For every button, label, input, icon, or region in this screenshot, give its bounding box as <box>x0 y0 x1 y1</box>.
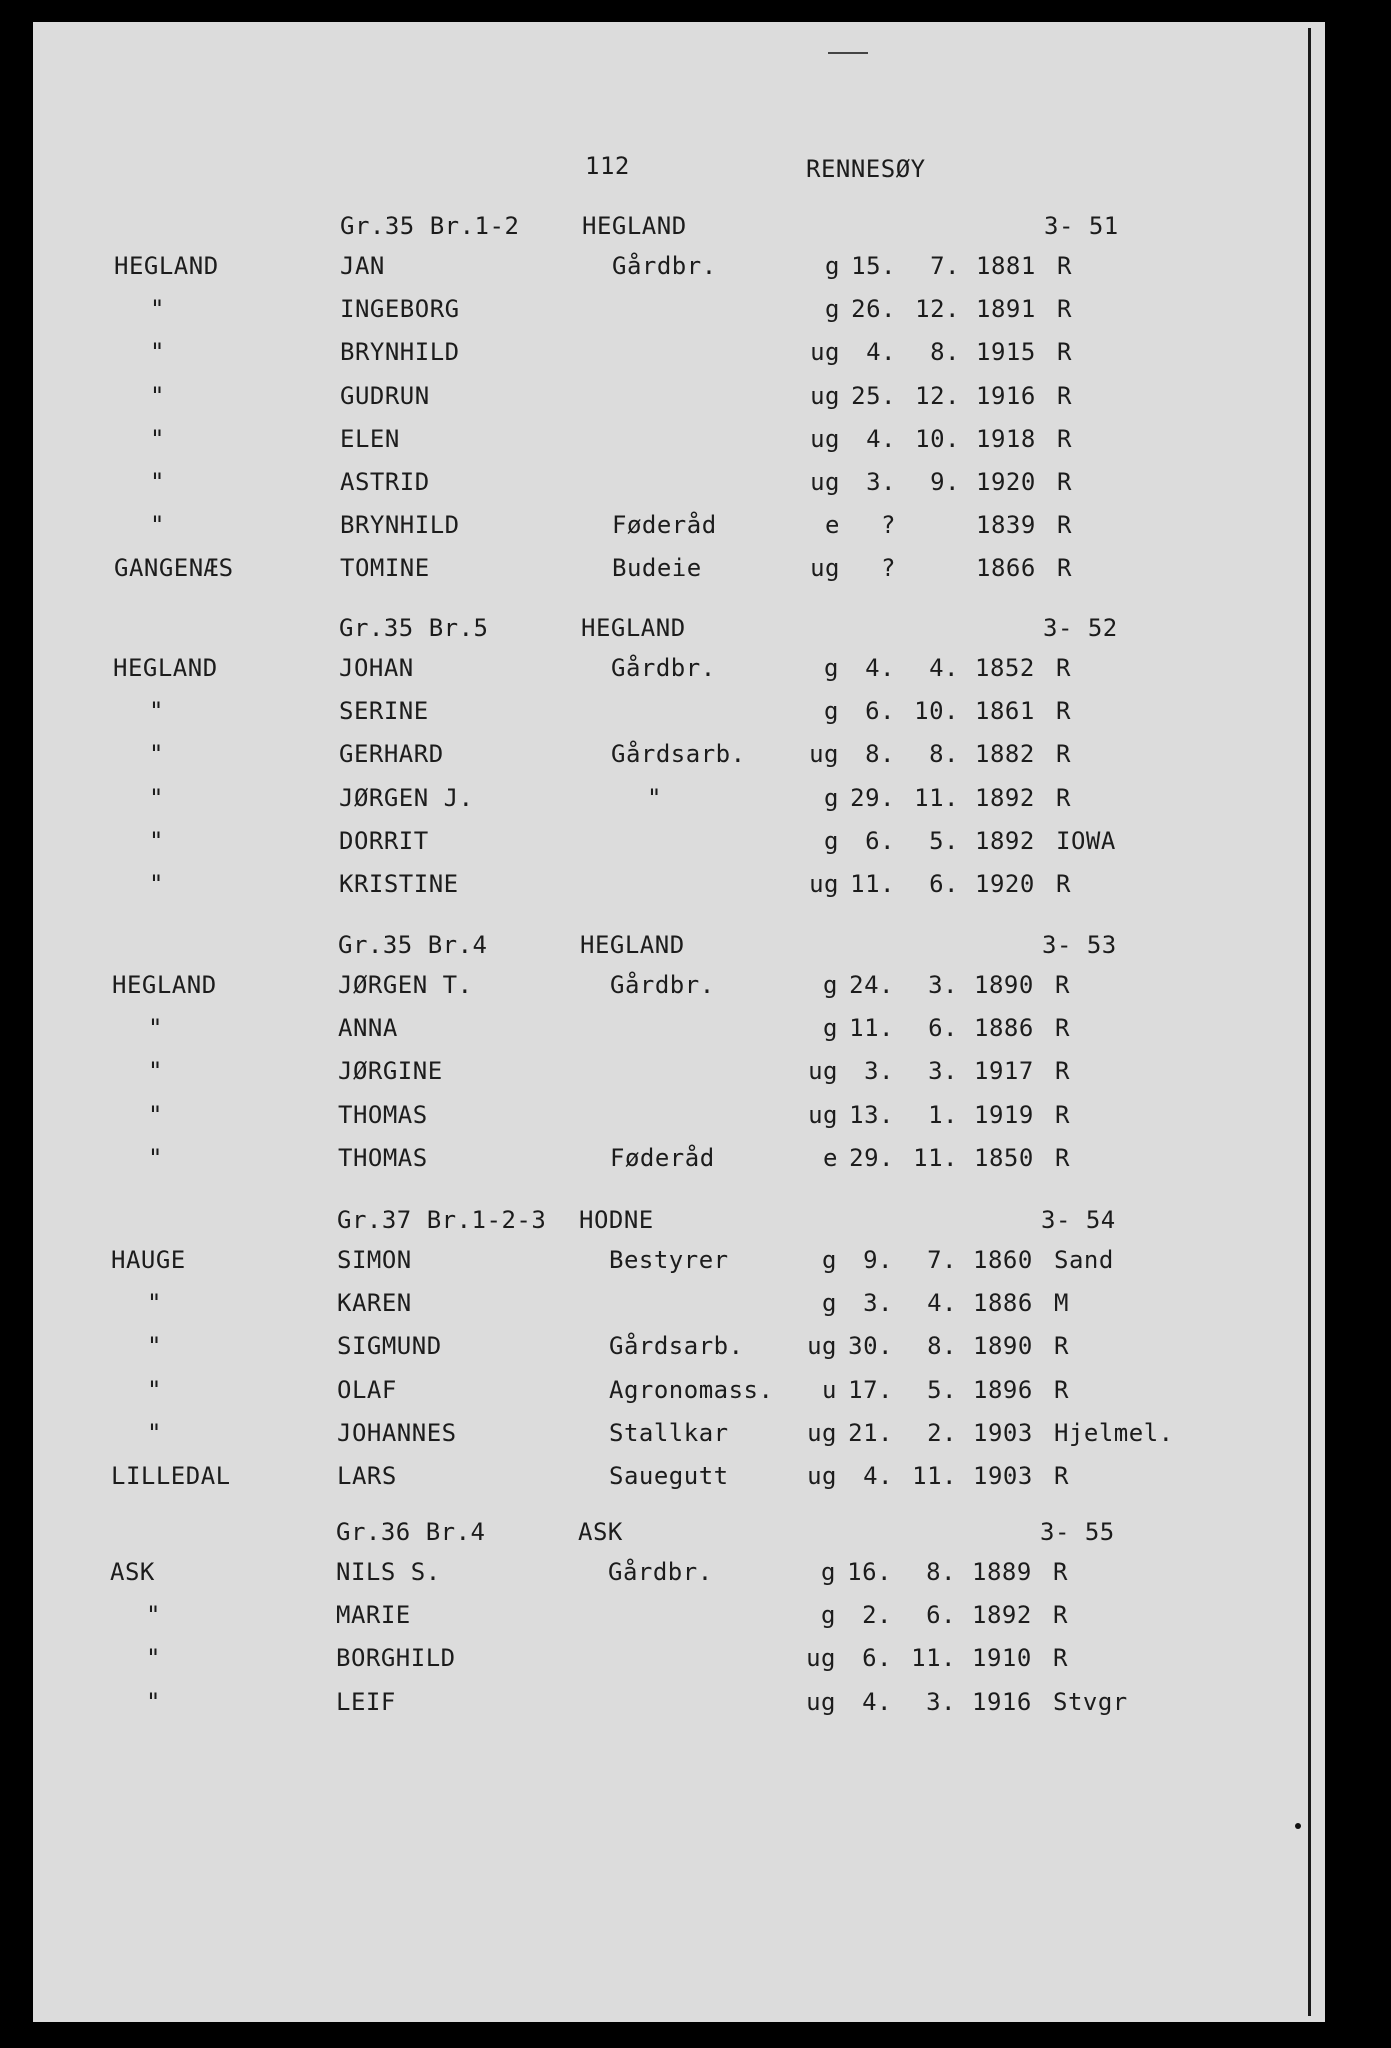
birth-day: 4. <box>866 424 896 453</box>
birth-month: 5. <box>927 1375 957 1404</box>
farm-name: " <box>150 424 165 453</box>
register-row <box>0 654 1299 690</box>
birth-day: 4. <box>865 654 895 682</box>
register-row <box>0 697 1299 733</box>
birth-place: R <box>1057 381 1072 410</box>
section-header <box>0 1206 1297 1242</box>
section-number: 3- 52 <box>1043 614 1118 642</box>
register-row <box>0 971 1298 1007</box>
birth-year: 1852 <box>975 654 1035 682</box>
marital-status: ug <box>806 1687 836 1716</box>
birth-month: 2. <box>927 1418 957 1447</box>
birth-day: 3. <box>863 1289 893 1318</box>
register-row <box>0 1376 1297 1412</box>
section-header <box>0 931 1298 967</box>
birth-year: 1860 <box>973 1246 1033 1274</box>
section-header <box>0 1518 1296 1554</box>
birth-year: 1890 <box>973 1332 1033 1361</box>
marital-status: ug <box>809 870 839 898</box>
birth-month: 5. <box>929 826 959 855</box>
marital-status: ug <box>810 554 840 583</box>
birth-day: 6. <box>862 1644 892 1673</box>
birth-month: 11. <box>913 1143 958 1172</box>
birth-month: 11. <box>911 1644 956 1673</box>
birth-place: R <box>1056 740 1071 769</box>
birth-place: R <box>1055 971 1070 999</box>
occupation: Gårdsarb. <box>609 1332 744 1361</box>
section-header <box>0 614 1299 650</box>
margin-dot-mark <box>1295 1823 1301 1829</box>
marital-status: g <box>822 1246 837 1274</box>
birth-month: 8. <box>930 338 960 367</box>
marital-status: ug <box>810 381 840 410</box>
marital-status: ug <box>807 1332 837 1361</box>
birth-year: 1839 <box>976 511 1036 540</box>
birth-place: R <box>1057 554 1072 583</box>
farm-name: LILLEDAL <box>111 1462 231 1490</box>
farm-name: " <box>150 511 165 540</box>
marital-status: g <box>825 295 840 324</box>
birth-month: 10. <box>915 424 960 453</box>
birth-month: 12. <box>915 381 960 410</box>
section-location: HEGLAND <box>580 931 685 959</box>
farm-name: " <box>149 697 164 726</box>
register-row <box>0 382 1300 418</box>
person-name: THOMAS <box>338 1100 428 1129</box>
section-number: 3- 55 <box>1040 1518 1115 1546</box>
page-edge-line <box>1308 28 1311 2016</box>
marital-status: ug <box>810 468 840 496</box>
register-row <box>0 338 1300 374</box>
farm-name: " <box>149 870 164 898</box>
birth-place: R <box>1057 338 1072 367</box>
register-row <box>0 1462 1297 1498</box>
birth-month: 12. <box>915 295 960 324</box>
birth-day: 17. <box>848 1375 893 1404</box>
marital-status: ug <box>807 1418 837 1447</box>
occupation: Gårdbr. <box>608 1558 713 1586</box>
birth-place: R <box>1055 1057 1070 1086</box>
farm-name: " <box>146 1644 161 1673</box>
person-name: JAN <box>340 252 385 280</box>
birth-year: 1882 <box>975 740 1035 769</box>
birth-place: R <box>1055 1143 1070 1172</box>
register-row <box>0 554 1300 590</box>
person-name: ASTRID <box>340 468 430 496</box>
birth-year: 1892 <box>975 826 1035 855</box>
birth-year: 1850 <box>974 1143 1034 1172</box>
section-location: HEGLAND <box>582 212 687 240</box>
register-row <box>0 740 1299 776</box>
marital-status: g <box>825 252 840 280</box>
section-number: 3- 51 <box>1044 212 1119 240</box>
birth-day: 13. <box>849 1100 894 1129</box>
birth-place: R <box>1055 1014 1070 1043</box>
occupation: Stallkar <box>609 1418 729 1447</box>
birth-place: IOWA <box>1056 826 1116 855</box>
birth-year: 1890 <box>974 971 1034 999</box>
person-name: ELEN <box>340 424 400 453</box>
register-row <box>0 1558 1296 1594</box>
farm-name: " <box>149 826 164 855</box>
section-reference: Gr.37 Br.1-2-3 <box>337 1206 547 1234</box>
farm-name: " <box>147 1332 162 1361</box>
section-number: 3- 54 <box>1041 1206 1116 1234</box>
person-name: JØRGINE <box>338 1057 443 1086</box>
farm-name: " <box>150 338 165 367</box>
marital-status: ug <box>808 1057 838 1086</box>
birth-place: R <box>1056 870 1071 898</box>
section-location: ASK <box>578 1518 623 1546</box>
occupation: Agronomass. <box>609 1375 774 1404</box>
birth-place: R <box>1054 1332 1069 1361</box>
marital-status: g <box>823 971 838 999</box>
birth-day: 30. <box>848 1332 893 1361</box>
section-reference: Gr.36 Br.4 <box>336 1518 486 1546</box>
occupation: Sauegutt <box>609 1462 729 1490</box>
farm-name: " <box>150 381 165 410</box>
occupation: Føderåd <box>612 511 717 540</box>
birth-place: R <box>1057 252 1072 280</box>
section-location: HEGLAND <box>581 614 686 642</box>
register-row <box>0 1144 1298 1180</box>
person-name: KRISTINE <box>339 870 459 898</box>
occupation: Føderåd <box>610 1143 715 1172</box>
farm-name: HEGLAND <box>114 252 219 280</box>
farm-name: " <box>148 1057 163 1086</box>
birth-year: 1918 <box>976 424 1036 453</box>
birth-year: 1916 <box>976 381 1036 410</box>
birth-place: R <box>1053 1601 1068 1630</box>
register-row <box>0 425 1300 461</box>
birth-place: Hjelmel. <box>1054 1418 1174 1447</box>
birth-month: 9. <box>930 468 960 496</box>
occupation: Budeie <box>612 554 702 583</box>
farm-name: " <box>150 468 165 496</box>
birth-place: R <box>1054 1375 1069 1404</box>
birth-month: 3. <box>928 1057 958 1086</box>
farm-name: HEGLAND <box>112 971 217 999</box>
person-name: LEIF <box>336 1687 396 1716</box>
birth-day: 4. <box>863 1462 893 1490</box>
register-row <box>0 1601 1296 1637</box>
birth-day: 11. <box>850 870 895 898</box>
marital-status: ug <box>810 424 840 453</box>
register-row <box>0 784 1299 820</box>
birth-year: 1866 <box>976 554 1036 583</box>
birth-day: 9. <box>863 1246 893 1274</box>
birth-year: 1891 <box>976 295 1036 324</box>
marital-status: g <box>824 654 839 682</box>
marital-status: g <box>824 826 839 855</box>
person-name: SIMON <box>337 1246 412 1274</box>
person-name: SIGMUND <box>337 1332 442 1361</box>
person-name: JOHAN <box>339 654 414 682</box>
occupation: Gårdbr. <box>611 654 716 682</box>
occupation: Bestyrer <box>609 1246 729 1274</box>
register-row <box>0 1688 1296 1724</box>
birth-month: 3. <box>928 971 958 999</box>
birth-place: Stvgr <box>1053 1687 1128 1716</box>
farm-name: " <box>149 740 164 769</box>
page-number: 112 <box>585 152 630 180</box>
person-name: BORGHILD <box>336 1644 456 1673</box>
birth-year: 1920 <box>975 870 1035 898</box>
birth-year: 1886 <box>973 1289 1033 1318</box>
register-row <box>0 827 1299 863</box>
birth-place: R <box>1053 1644 1068 1673</box>
farm-name: " <box>150 295 165 324</box>
occupation: Gårdbr. <box>610 971 715 999</box>
birth-place: M <box>1054 1289 1069 1318</box>
birth-day: 11. <box>849 1014 894 1043</box>
marital-status: g <box>824 783 839 812</box>
birth-day: 16. <box>847 1558 892 1586</box>
birth-month: 10. <box>914 697 959 726</box>
person-name: BRYNHILD <box>340 511 460 540</box>
farm-name: " <box>146 1601 161 1630</box>
birth-day: 15. <box>851 252 896 280</box>
birth-month: 6. <box>928 1014 958 1043</box>
top-dash-mark <box>828 52 868 54</box>
birth-place: R <box>1057 295 1072 324</box>
farm-name: " <box>147 1375 162 1404</box>
person-name: TOMINE <box>340 554 430 583</box>
birth-month: 6. <box>929 870 959 898</box>
marital-status: e <box>823 1143 838 1172</box>
birth-month: 4. <box>927 1289 957 1318</box>
farm-name: ASK <box>110 1558 155 1586</box>
farm-name: " <box>148 1100 163 1129</box>
person-name: GERHARD <box>339 740 444 769</box>
birth-day: 2. <box>862 1601 892 1630</box>
farm-name: " <box>148 1143 163 1172</box>
birth-month: 8. <box>929 740 959 769</box>
birth-day: 6. <box>865 697 895 726</box>
person-name: GUDRUN <box>340 381 430 410</box>
register-row <box>0 295 1300 331</box>
person-name: SERINE <box>339 697 429 726</box>
farm-name: " <box>146 1687 161 1716</box>
birth-place: R <box>1053 1558 1068 1586</box>
birth-place: R <box>1055 1100 1070 1129</box>
birth-day: 6. <box>865 826 895 855</box>
birth-month: 11. <box>914 783 959 812</box>
birth-year: 1920 <box>976 468 1036 496</box>
farm-name: HEGLAND <box>113 654 218 682</box>
person-name: ANNA <box>338 1014 398 1043</box>
person-name: OLAF <box>337 1375 397 1404</box>
section-reference: Gr.35 Br.4 <box>338 931 488 959</box>
marital-status: ug <box>806 1644 836 1673</box>
register-row <box>0 1014 1298 1050</box>
birth-day: 4. <box>866 338 896 367</box>
person-name: JØRGEN J. <box>339 783 474 812</box>
birth-day: 29. <box>849 1143 894 1172</box>
birth-place: Sand <box>1054 1246 1114 1274</box>
section-reference: Gr.35 Br.5 <box>339 614 489 642</box>
farm-name: " <box>149 783 164 812</box>
birth-month: 3. <box>926 1687 956 1716</box>
birth-year: 1889 <box>972 1558 1032 1586</box>
register-row <box>0 1057 1298 1093</box>
birth-year: 1919 <box>974 1100 1034 1129</box>
birth-day: 3. <box>864 1057 894 1086</box>
birth-day: 24. <box>849 971 894 999</box>
birth-place: R <box>1057 511 1072 540</box>
marital-status: g <box>824 697 839 726</box>
marital-status: ug <box>807 1462 837 1490</box>
marital-status: g <box>821 1601 836 1630</box>
register-row <box>0 511 1300 547</box>
person-name: INGEBORG <box>340 295 460 324</box>
person-name: BRYNHILD <box>340 338 460 367</box>
occupation: " <box>647 783 662 812</box>
register-row <box>0 1644 1296 1680</box>
occupation: Gårdbr. <box>612 252 717 280</box>
birth-day: 8. <box>865 740 895 769</box>
register-row <box>0 1246 1297 1282</box>
birth-day: 3. <box>866 468 896 496</box>
birth-place: R <box>1056 783 1071 812</box>
birth-year: 1903 <box>973 1462 1033 1490</box>
birth-place: R <box>1054 1462 1069 1490</box>
birth-month: 11. <box>912 1462 957 1490</box>
birth-month: 6. <box>926 1601 956 1630</box>
birth-month: 1. <box>928 1100 958 1129</box>
birth-month: 7. <box>927 1246 957 1274</box>
birth-day: 25. <box>851 381 896 410</box>
birth-day: 26. <box>851 295 896 324</box>
birth-year: 1896 <box>973 1375 1033 1404</box>
birth-month: 8. <box>926 1558 956 1586</box>
birth-year: 1861 <box>975 697 1035 726</box>
marital-status: g <box>821 1558 836 1586</box>
farm-name: HAUGE <box>111 1246 186 1274</box>
birth-place: R <box>1056 697 1071 726</box>
occupation: Gårdsarb. <box>611 740 746 769</box>
farm-name: GANGENÆS <box>114 554 234 583</box>
birth-month: 4. <box>929 654 959 682</box>
person-name: JØRGEN T. <box>338 971 473 999</box>
birth-day: 4. <box>862 1687 892 1716</box>
birth-year: 1915 <box>976 338 1036 367</box>
birth-day: ? <box>881 554 896 583</box>
person-name: DORRIT <box>339 826 429 855</box>
register-row <box>0 870 1299 906</box>
section-location: HODNE <box>579 1206 654 1234</box>
marital-status: ug <box>810 338 840 367</box>
birth-year: 1910 <box>972 1644 1032 1673</box>
person-name: KAREN <box>337 1289 412 1318</box>
person-name: LARS <box>337 1462 397 1490</box>
birth-place: R <box>1056 654 1071 682</box>
farm-name: " <box>147 1418 162 1447</box>
marital-status: g <box>823 1014 838 1043</box>
marital-status: e <box>825 511 840 540</box>
person-name: THOMAS <box>338 1143 428 1172</box>
birth-year: 1881 <box>976 252 1036 280</box>
register-row <box>0 252 1300 288</box>
parish-title: RENNESØY <box>806 155 926 183</box>
birth-year: 1892 <box>975 783 1035 812</box>
register-row <box>0 1289 1297 1325</box>
section-number: 3- 53 <box>1042 931 1117 959</box>
birth-year: 1892 <box>972 1601 1032 1630</box>
birth-month: 7. <box>930 252 960 280</box>
register-row <box>0 1101 1298 1137</box>
section-reference: Gr.35 Br.1-2 <box>340 212 520 240</box>
farm-name: " <box>148 1014 163 1043</box>
person-name: MARIE <box>336 1601 411 1630</box>
birth-day: 29. <box>850 783 895 812</box>
marital-status: u <box>822 1375 837 1404</box>
birth-year: 1916 <box>972 1687 1032 1716</box>
register-row <box>0 468 1300 504</box>
birth-year: 1903 <box>973 1418 1033 1447</box>
register-row <box>0 1419 1297 1455</box>
birth-place: R <box>1057 424 1072 453</box>
birth-year: 1917 <box>974 1057 1034 1086</box>
birth-day: 21. <box>848 1418 893 1447</box>
marital-status: g <box>822 1289 837 1318</box>
farm-name: " <box>147 1289 162 1318</box>
birth-year: 1886 <box>974 1014 1034 1043</box>
birth-place: R <box>1057 468 1072 496</box>
person-name: NILS S. <box>336 1558 441 1586</box>
birth-month: 8. <box>927 1332 957 1361</box>
register-row <box>0 1332 1297 1368</box>
person-name: JOHANNES <box>337 1418 457 1447</box>
section-header <box>0 212 1300 248</box>
birth-day: ? <box>881 511 896 540</box>
marital-status: ug <box>809 740 839 769</box>
marital-status: ug <box>808 1100 838 1129</box>
